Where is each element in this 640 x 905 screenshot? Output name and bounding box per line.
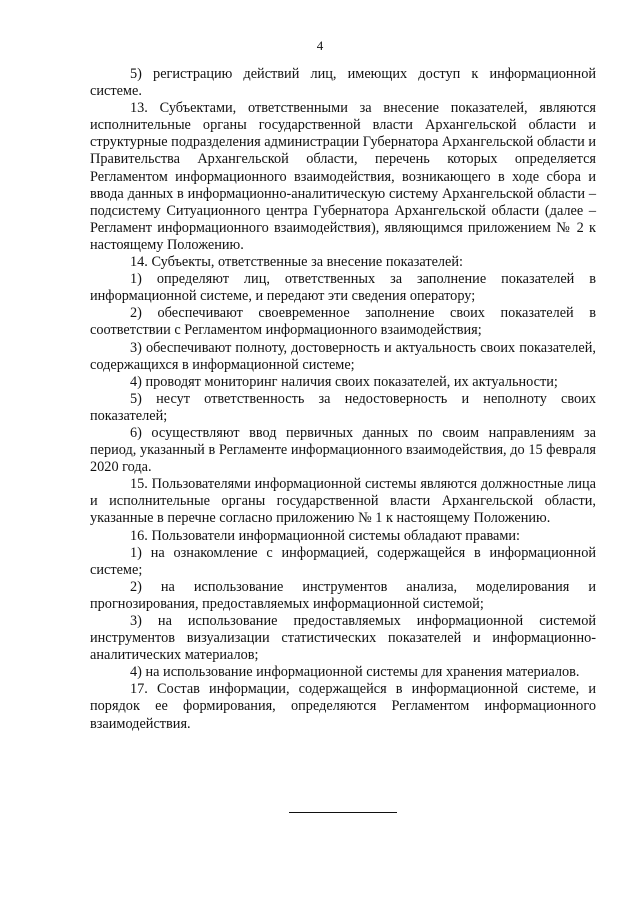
paragraph-14-item-5: 5) несут ответственность за недостоверность и неполноту своих показателей; (90, 390, 596, 424)
paragraph-14-item-6: 6) осуществляют ввод первичных данных по своим направлениям за период, указанный в Регламенте информационного взаимодействия, до 15 февраля 2020 года. (90, 424, 596, 476)
paragraph-14-item-1: 1) определяют лиц, ответственных за заполнение показателей в информационной системе, и передают эти сведения оператору; (90, 271, 596, 305)
page-number: 4 (316, 38, 324, 53)
paragraph-16-item-1: 1) на ознакомление с информацией, содержащейся в информационной системе; (90, 544, 596, 578)
paragraph-item-5: 5) регистрацию действий лиц, имеющих доступ к информационной системе. (90, 66, 596, 100)
end-divider-line (289, 812, 397, 813)
paragraph-13: 13. Субъектами, ответственными за внесение показателей, являются исполнительные органы государственной власти Архангельской области и структурные подразделения администрации Губернатора Архангельской области и Правительства Архангельской области, перечень которых определяется Регламентом информационного взаимодействия, возникающего в ходе сбора и ввода данных в информационно-аналитическую систему Архангельской области – подсистему Ситуационного центра Губернатора Архангельской области (далее – Регламент информационного взаимодействия), являющимся приложением № 2 к настоящему Положению. (90, 100, 596, 253)
paragraph-15: 15. Пользователями информационной системы являются должностные лица и исполнительные органы государственной власти Архангельской области, указанные в перечне согласно приложению № 1 к настоящему Положению. (90, 476, 596, 527)
paragraph-14-item-3: 3) обеспечивают полноту, достоверность и актуальность своих показателей, содержащихся в информационной системе; (90, 339, 596, 373)
paragraph-16: 16. Пользователи информационной системы обладают правами: (130, 527, 521, 544)
paragraph-14-item-2: 2) обеспечивают своевременное заполнение своих показателей в соответствии с Регламентом информационного взаимодействия; (90, 305, 596, 339)
paragraph-14-item-4: 4) проводят мониторинг наличия своих показателей, их актуальности; (130, 373, 558, 390)
document-body (90, 66, 596, 733)
paragraph-17: 17. Состав информации, содержащейся в информационной системе, и порядок ее формирования, определяются Регламентом информационного взаимодействия. (90, 681, 596, 732)
paragraph-16-item-2: 2) на использование инструментов анализа, моделирования и прогнозирования, предоставляемых информационной системой; (90, 578, 596, 612)
paragraph-16-item-4: 4) на использование информационной системы для хранения материалов. (130, 664, 580, 681)
paragraph-16-item-3: 3) на использование предоставляемых информационной системой инструментов визуализации статистических показателей и информационно-аналитических материалов; (90, 613, 596, 664)
paragraph-14: 14. Субъекты, ответственные за внесение показателей: (130, 254, 464, 271)
